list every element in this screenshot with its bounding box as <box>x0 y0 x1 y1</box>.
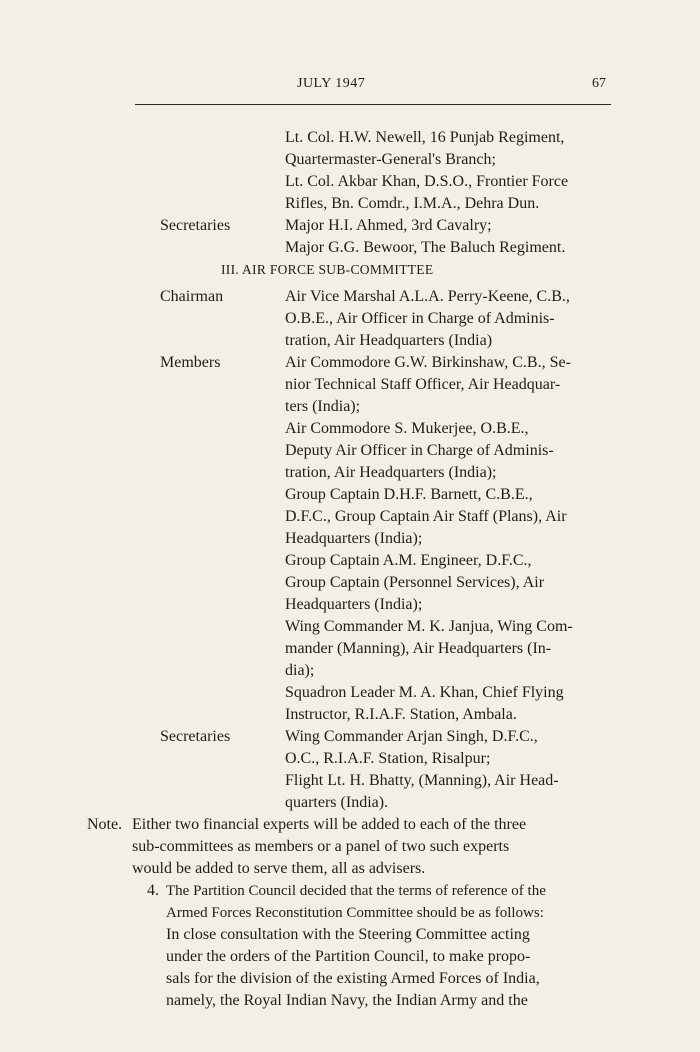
paragraph-line: sals for the division of the existing Armed Forces of India, <box>166 970 540 987</box>
name-line: tration, Air Headquarters (India); <box>285 464 497 481</box>
paragraph-line: In close consultation with the Steering Committee acting <box>166 926 530 943</box>
name-line: Squadron Leader M. A. Khan, Chief Flying <box>285 684 564 701</box>
name-line: Major G.G. Bewoor, The Baluch Regiment. <box>285 239 566 256</box>
name-line: Headquarters (India); <box>285 530 423 547</box>
name-line: dia); <box>285 662 315 679</box>
name-line: mander (Manning), Air Headquarters (In- <box>285 640 552 657</box>
note-line: sub-committees as members or a panel of two such experts <box>132 838 510 855</box>
name-line: nior Technical Staff Officer, Air Headquar- <box>285 376 561 393</box>
chairman-label: Chairman <box>160 288 224 305</box>
name-line: Headquarters (India); <box>285 596 423 613</box>
name-line: quarters (India). <box>285 794 389 811</box>
note-line: would be added to serve them, all as advisers. <box>132 860 426 877</box>
name-line: Instructor, R.I.A.F. Station, Ambala. <box>285 706 517 723</box>
members-label: Members <box>160 354 221 371</box>
name-line: Group Captain D.H.F. Barnett, C.B.E., <box>285 486 533 503</box>
name-line: Quartermaster-General's Branch; <box>285 151 496 168</box>
header-rule <box>135 104 611 105</box>
paragraph-line: The Partition Council decided that the terms of reference of the <box>166 883 546 899</box>
name-line: O.C., R.I.A.F. Station, Risalpur; <box>285 750 491 767</box>
name-line: Group Captain A.M. Engineer, D.F.C., <box>285 552 532 569</box>
name-line: Group Captain (Personnel Services), Air <box>285 574 545 591</box>
name-line: Wing Commander M. K. Janjua, Wing Com- <box>285 618 573 635</box>
paragraph-line: under the orders of the Partition Council, to make propo- <box>166 948 531 965</box>
page-number: 67 <box>592 76 606 91</box>
name-line: Air Commodore G.W. Birkinshaw, C.B., Se- <box>285 354 571 371</box>
name-line: Wing Commander Arjan Singh, D.F.C., <box>285 728 538 745</box>
name-line: D.F.C., Group Captain Air Staff (Plans), Air <box>285 508 567 525</box>
name-line: ters (India); <box>285 398 361 415</box>
name-line: Rifles, Bn. Comdr., I.M.A., Dehra Dun. <box>285 195 540 212</box>
name-line: O.B.E., Air Officer in Charge of Adminis- <box>285 310 555 327</box>
secretaries-label: Secretaries <box>160 217 231 234</box>
name-line: Flight Lt. H. Bhatty, (Manning), Air Head- <box>285 772 559 789</box>
section-title: III. AIR FORCE SUB-COMMITTEE <box>221 262 434 277</box>
name-line: Air Vice Marshal A.L.A. Perry-Keene, C.B., <box>285 288 570 305</box>
note-line: Either two financial experts will be added to each of the three <box>132 816 527 833</box>
name-line: tration, Air Headquarters (India) <box>285 332 493 349</box>
name-line: Deputy Air Officer in Charge of Adminis- <box>285 442 554 459</box>
note-label: Note. <box>87 816 123 833</box>
paragraph-number: 4. <box>147 882 159 899</box>
header-month: JULY 1947 <box>297 76 366 91</box>
name-line: Air Commodore S. Mukerjee, O.B.E., <box>285 420 529 437</box>
name-line: Lt. Col. Akbar Khan, D.S.O., Frontier Force <box>285 173 569 190</box>
name-line: Lt. Col. H.W. Newell, 16 Punjab Regiment, <box>285 129 565 146</box>
secretaries-label: Secretaries <box>160 728 231 745</box>
paragraph-line: namely, the Royal Indian Navy, the Indian Army and the <box>166 992 528 1009</box>
name-line: Major H.I. Ahmed, 3rd Cavalry; <box>285 217 492 234</box>
paragraph-line: Armed Forces Reconstitution Committee should be as follows: <box>166 905 544 921</box>
